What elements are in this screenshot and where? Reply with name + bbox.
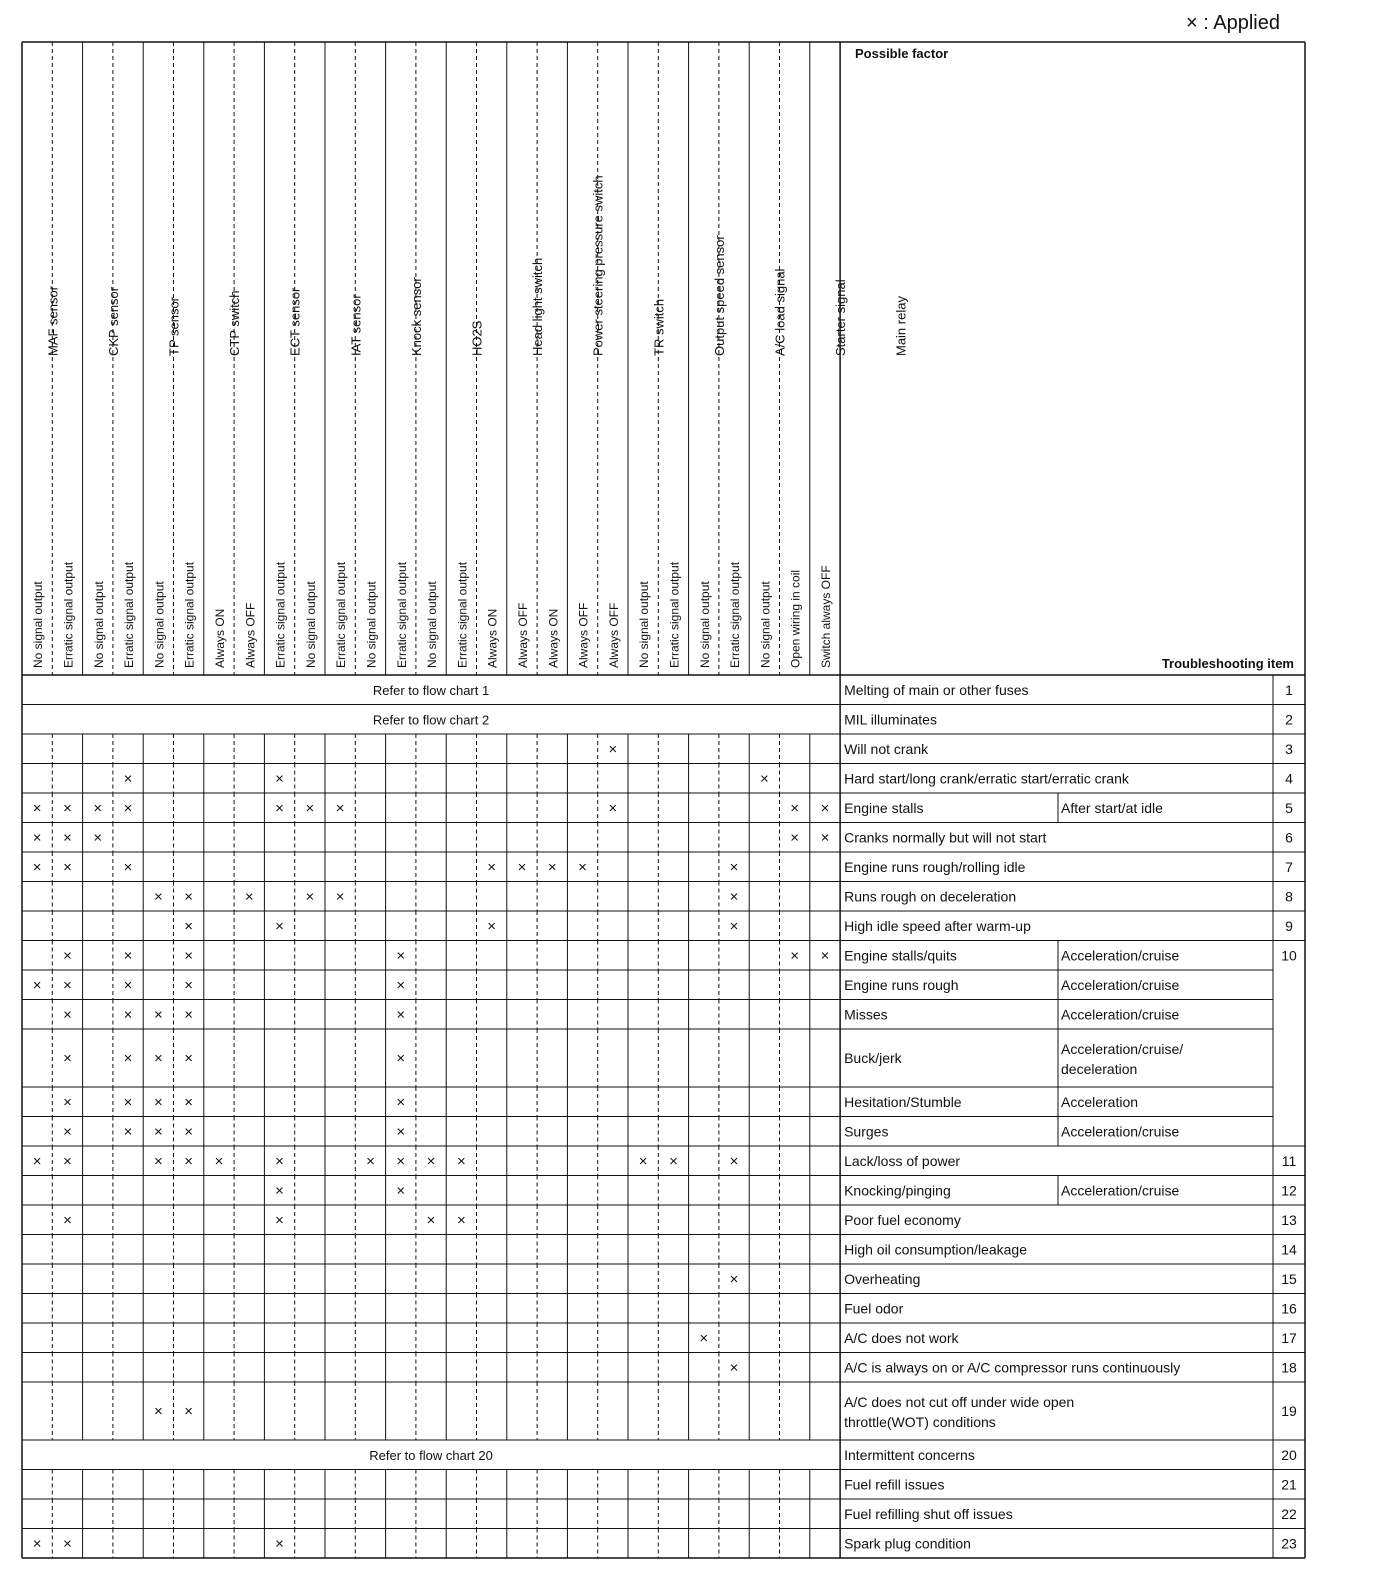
item-number: 12: [1281, 1182, 1297, 1199]
symptom: throttle(WOT) conditions: [844, 1414, 996, 1430]
item-number: 14: [1281, 1241, 1297, 1258]
condition-detail: After start/at idle: [1061, 799, 1163, 816]
applied-mark: ×: [32, 799, 42, 817]
item-number: 13: [1281, 1211, 1297, 1228]
condition-header: Open wiring in coil: [788, 569, 803, 668]
symptom: Overheating: [844, 1270, 921, 1287]
symptom: Fuel refill issues: [844, 1476, 945, 1493]
symptom: Engine stalls: [844, 799, 924, 816]
symptom: A/C does not work: [844, 1329, 959, 1346]
sensor-header: Output speed sensor: [711, 235, 727, 356]
condition-header: No signal output: [152, 581, 167, 668]
sensor-header: TR switch: [651, 298, 667, 356]
applied-mark: ×: [426, 1211, 436, 1229]
applied-mark: ×: [123, 1006, 133, 1024]
item-number: 6: [1285, 829, 1293, 846]
item-number: 5: [1285, 799, 1293, 816]
applied-mark: ×: [63, 799, 72, 817]
sensor-header: Power steering pressure switch: [590, 175, 606, 356]
applied-mark: ×: [275, 1152, 284, 1170]
applied-mark: ×: [729, 1270, 739, 1288]
possible-factor-label: Possible factor: [855, 46, 949, 61]
item-number: 19: [1281, 1403, 1297, 1419]
applied-mark: ×: [275, 917, 284, 935]
applied-mark: ×: [123, 1050, 133, 1067]
applied-mark: ×: [335, 888, 345, 906]
applied-mark: ×: [820, 947, 830, 965]
applied-mark: ×: [63, 976, 72, 994]
symptom: Fuel refilling shut off issues: [844, 1505, 1013, 1522]
symptom: Lack/loss of power: [844, 1152, 961, 1169]
condition-header: Always OFF: [576, 602, 591, 668]
condition-header: No signal output: [303, 581, 318, 668]
symptom: Buck/jerk: [844, 1050, 902, 1066]
applied-mark: ×: [396, 1093, 406, 1111]
symptom: Spark plug condition: [844, 1535, 971, 1552]
condition-header: Erratic signal output: [667, 561, 682, 668]
applied-mark: ×: [32, 976, 42, 994]
condition-header: Erratic signal output: [455, 561, 470, 668]
troubleshooting-item-label: Troubleshooting item: [1161, 656, 1294, 671]
condition-header: No signal output: [91, 581, 106, 668]
applied-mark: ×: [123, 858, 133, 876]
symptom: Intermittent concerns: [844, 1446, 975, 1463]
applied-mark: ×: [184, 976, 194, 994]
applied-mark: ×: [63, 1123, 72, 1141]
applied-mark: ×: [184, 1152, 194, 1170]
symptom: High oil consumption/leakage: [844, 1241, 1027, 1258]
item-number: 9: [1285, 917, 1293, 934]
symptom: Knocking/pinging: [844, 1182, 951, 1199]
applied-mark: ×: [153, 1006, 163, 1024]
applied-mark: ×: [63, 1152, 72, 1170]
applied-mark: ×: [275, 770, 284, 788]
item-number: 10: [1281, 947, 1297, 964]
applied-mark: ×: [123, 770, 133, 788]
flow-chart-ref: Refer to flow chart 1: [372, 682, 490, 698]
item-number: 7: [1285, 858, 1293, 875]
applied-mark: ×: [305, 799, 315, 817]
condition-detail: Acceleration/cruise: [1061, 1006, 1180, 1023]
applied-mark: ×: [184, 1093, 194, 1111]
sensor-header: IAT sensor: [348, 294, 364, 356]
condition-header: Erratic signal output: [728, 561, 743, 668]
applied-mark: ×: [456, 1211, 466, 1229]
applied-mark: ×: [32, 829, 42, 847]
applied-mark: ×: [396, 1152, 406, 1170]
applied-mark: ×: [123, 799, 133, 817]
applied-mark: ×: [93, 799, 103, 817]
applied-mark: ×: [729, 858, 739, 876]
applied-mark: ×: [32, 1535, 42, 1553]
item-number: 1: [1285, 681, 1293, 698]
symptom: Melting of main or other fuses: [844, 681, 1029, 698]
applied-mark: ×: [396, 1050, 406, 1067]
item-number: 4: [1285, 770, 1293, 787]
applied-mark: ×: [184, 888, 194, 906]
applied-mark: ×: [153, 1123, 163, 1141]
item-number: 18: [1281, 1359, 1297, 1376]
item-number: 21: [1281, 1476, 1297, 1493]
condition-header: Always OFF: [243, 602, 258, 668]
sensor-header: A/C load signal: [772, 268, 788, 356]
applied-mark: ×: [184, 1006, 194, 1024]
applied-mark: ×: [184, 917, 194, 935]
sensor-header: HO2S: [469, 320, 485, 356]
applied-mark: ×: [275, 1211, 284, 1229]
condition-detail: Acceleration/cruise: [1061, 1123, 1180, 1140]
sensor-header: CKP sensor: [105, 286, 121, 356]
symptom: Runs rough on deceleration: [844, 888, 1017, 905]
applied-mark: ×: [63, 1006, 72, 1024]
condition-header: Erratic signal output: [182, 561, 197, 668]
symptom: Misses: [844, 1006, 888, 1023]
sensor-header: TP sensor: [166, 296, 182, 356]
condition-header: No signal output: [425, 581, 440, 668]
sensor-header: CTP switch: [227, 290, 243, 356]
applied-mark: ×: [32, 858, 42, 876]
applied-mark: ×: [275, 799, 284, 817]
applied-mark: ×: [123, 947, 133, 965]
applied-mark: ×: [396, 1006, 406, 1024]
condition-header: No signal output: [637, 581, 652, 668]
applied-mark: ×: [729, 1152, 739, 1170]
condition-detail: Acceleration/cruise: [1061, 1182, 1180, 1199]
condition-header: Always ON: [485, 608, 500, 668]
condition-header: Erratic signal output: [394, 561, 409, 668]
item-number: 23: [1281, 1535, 1297, 1552]
applied-mark: ×: [93, 829, 103, 847]
condition-detail: Acceleration/cruise/: [1061, 1041, 1184, 1057]
condition-detail: deceleration: [1061, 1061, 1138, 1077]
applied-mark: ×: [608, 740, 618, 758]
symptom: High idle speed after warm-up: [844, 917, 1031, 934]
applied-mark: ×: [396, 1182, 406, 1200]
condition-header: No signal output: [697, 581, 712, 668]
item-number: 3: [1285, 740, 1293, 757]
applied-mark: ×: [153, 888, 163, 906]
condition-detail: Acceleration: [1061, 1093, 1139, 1110]
applied-mark: ×: [63, 1535, 72, 1553]
symptom: Surges: [844, 1123, 889, 1140]
applied-mark: ×: [123, 1093, 133, 1111]
symptom: A/C is always on or A/C compressor runs continuously: [844, 1359, 1181, 1376]
condition-header: Erratic signal output: [61, 561, 76, 668]
applied-mark: ×: [790, 829, 800, 847]
symptom: MIL illuminates: [844, 711, 937, 728]
applied-mark: ×: [487, 858, 497, 876]
condition-header: No signal output: [31, 581, 46, 668]
applied-mark: ×: [456, 1152, 466, 1170]
sensor-header: Head light switch: [530, 257, 546, 356]
legend: × : Applied: [1186, 12, 1280, 34]
applied-mark: ×: [153, 1050, 163, 1067]
applied-mark: ×: [366, 1152, 375, 1170]
applied-mark: ×: [275, 1535, 284, 1553]
applied-mark: ×: [184, 947, 194, 965]
applied-mark: ×: [820, 799, 830, 817]
applied-mark: ×: [729, 1359, 739, 1377]
condition-header: Erratic signal output: [122, 561, 137, 668]
symptom: Engine runs rough: [844, 976, 959, 993]
item-number: 15: [1281, 1270, 1297, 1287]
applied-mark: ×: [608, 799, 618, 817]
condition-header: Erratic signal output: [273, 561, 288, 668]
applied-mark: ×: [699, 1329, 709, 1347]
applied-mark: ×: [184, 1123, 194, 1141]
applied-mark: ×: [214, 1152, 224, 1170]
applied-mark: ×: [32, 1152, 42, 1170]
applied-mark: ×: [396, 976, 406, 994]
applied-mark: ×: [184, 1050, 194, 1067]
applied-mark: ×: [759, 770, 769, 788]
sensor-header: Starter signal: [833, 279, 849, 356]
applied-mark: ×: [305, 888, 315, 906]
applied-mark: ×: [517, 858, 527, 876]
condition-header: No signal output: [758, 581, 773, 668]
symptom: Fuel odor: [844, 1300, 904, 1317]
condition-header: Erratic signal output: [334, 561, 349, 668]
condition-detail: Acceleration/cruise: [1061, 976, 1180, 993]
symptom: Poor fuel economy: [844, 1211, 961, 1228]
applied-mark: ×: [123, 976, 133, 994]
applied-mark: ×: [63, 1093, 72, 1111]
flow-chart-ref: Refer to flow chart 20: [369, 1447, 493, 1463]
item-number: 16: [1281, 1300, 1297, 1317]
applied-mark: ×: [790, 947, 800, 965]
applied-mark: ×: [63, 1211, 72, 1229]
item-number: 17: [1281, 1329, 1297, 1346]
symptom: Will not crank: [844, 740, 929, 757]
applied-mark: ×: [184, 1403, 194, 1420]
flow-chart-ref: Refer to flow chart 2: [372, 712, 490, 728]
applied-mark: ×: [63, 829, 72, 847]
applied-mark: ×: [335, 799, 345, 817]
applied-mark: ×: [153, 1403, 163, 1420]
sensor-header: MAF sensor: [45, 285, 61, 356]
item-number: 20: [1281, 1446, 1297, 1463]
symptom: Hard start/long crank/erratic start/erratic crank: [844, 770, 1129, 787]
applied-mark: ×: [578, 858, 587, 876]
applied-mark: ×: [729, 917, 739, 935]
applied-mark: ×: [244, 888, 254, 906]
condition-header: No signal output: [364, 581, 379, 668]
sensor-header: Main relay: [893, 296, 909, 356]
symptom: Engine runs rough/rolling idle: [844, 858, 1026, 875]
sensor-header: ECT sensor: [287, 287, 303, 356]
applied-mark: ×: [729, 888, 739, 906]
item-number: 8: [1285, 888, 1293, 905]
applied-mark: ×: [63, 947, 72, 965]
applied-mark: ×: [487, 917, 497, 935]
condition-header: Always OFF: [515, 602, 530, 668]
condition-header: Always OFF: [606, 602, 621, 668]
sensor-header: Knock sensor: [408, 277, 424, 356]
applied-mark: ×: [426, 1152, 436, 1170]
applied-mark: ×: [396, 947, 406, 965]
applied-mark: ×: [547, 858, 557, 876]
applied-mark: ×: [63, 1050, 72, 1067]
condition-header: Always ON: [546, 608, 561, 668]
condition-header: Always ON: [212, 608, 227, 668]
applied-mark: ×: [790, 799, 800, 817]
symptom: Engine stalls/quits: [844, 947, 957, 964]
applied-mark: ×: [153, 1152, 163, 1170]
item-number: 11: [1281, 1152, 1297, 1169]
applied-mark: ×: [638, 1152, 648, 1170]
applied-mark: ×: [669, 1152, 678, 1170]
applied-mark: ×: [396, 1123, 406, 1141]
applied-mark: ×: [153, 1093, 163, 1111]
applied-mark: ×: [820, 829, 830, 847]
condition-detail: Acceleration/cruise: [1061, 947, 1180, 964]
applied-mark: ×: [275, 1182, 284, 1200]
symptom: Hesitation/Stumble: [844, 1093, 962, 1110]
item-number: 22: [1281, 1505, 1297, 1522]
symptom: A/C does not cut off under wide open: [844, 1394, 1075, 1410]
applied-mark: ×: [63, 858, 72, 876]
item-number: 2: [1285, 711, 1293, 728]
applied-mark: ×: [123, 1123, 133, 1141]
condition-header: Switch always OFF: [818, 565, 833, 668]
symptom: Cranks normally but will not start: [844, 829, 1047, 846]
